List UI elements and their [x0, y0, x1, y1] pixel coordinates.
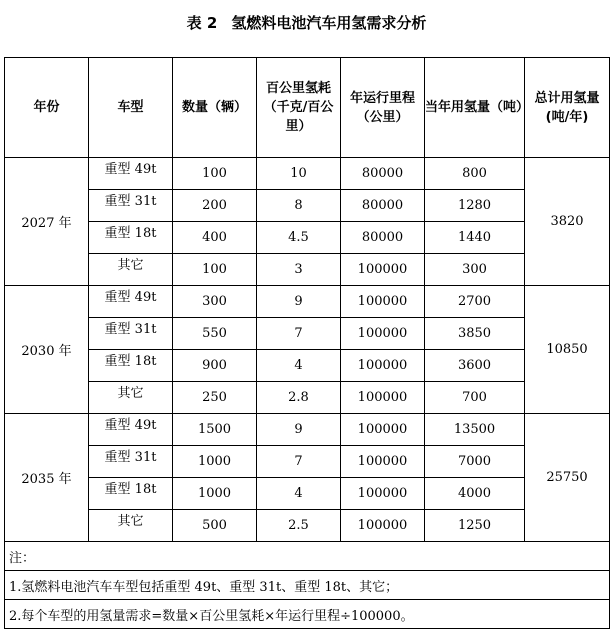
vehicle-type-cell: 重型 49t — [89, 414, 173, 446]
consumption-cell: 8 — [257, 190, 341, 222]
header-mileage: 年运行里程（公里） — [341, 58, 425, 158]
count-cell: 550 — [173, 318, 257, 350]
note-row — [5, 571, 610, 600]
count-cell: 1000 — [173, 478, 257, 510]
note-1: 1.氢燃料电池汽车车型包括重型 49t、重型 31t、重型 18t、其它； — [5, 571, 610, 600]
annual-hydrogen-cell: 1250 — [425, 510, 525, 542]
vehicle-type-cell: 重型 31t — [89, 190, 173, 222]
table-row — [5, 254, 610, 286]
vehicle-type-cell: 重型 18t — [89, 478, 173, 510]
header-consumption: 百公里氢耗（千克/百公里） — [257, 58, 341, 158]
count-cell: 100 — [173, 254, 257, 286]
consumption-cell: 4 — [257, 350, 341, 382]
year-cell: 2027 年 — [5, 158, 89, 286]
note-row — [5, 600, 610, 629]
header-type: 车型 — [89, 58, 173, 158]
table-row — [5, 510, 610, 542]
table-caption: 氢燃料电池汽车用氢需求分析 — [231, 14, 427, 32]
consumption-cell: 9 — [257, 414, 341, 446]
annual-hydrogen-cell: 13500 — [425, 414, 525, 446]
total-hydrogen-cell: 25750 — [525, 414, 610, 542]
note-row — [5, 542, 610, 571]
consumption-cell: 4.5 — [257, 222, 341, 254]
mileage-cell: 100000 — [341, 414, 425, 446]
consumption-cell: 4 — [257, 478, 341, 510]
consumption-cell: 10 — [257, 158, 341, 190]
table-row — [5, 318, 610, 350]
count-cell: 250 — [173, 382, 257, 414]
consumption-cell: 3 — [257, 254, 341, 286]
header-annual: 当年用氢量（吨） — [425, 58, 525, 158]
annual-hydrogen-cell: 3600 — [425, 350, 525, 382]
annual-hydrogen-cell: 1440 — [425, 222, 525, 254]
table-row — [5, 190, 610, 222]
table-row — [5, 222, 610, 254]
mileage-cell: 100000 — [341, 286, 425, 318]
table-title — [0, 12, 613, 33]
count-cell: 100 — [173, 158, 257, 190]
table-row — [5, 382, 610, 414]
mileage-cell: 80000 — [341, 158, 425, 190]
count-cell: 900 — [173, 350, 257, 382]
count-cell: 400 — [173, 222, 257, 254]
total-hydrogen-cell: 3820 — [525, 158, 610, 286]
table-row — [5, 414, 610, 446]
header-row — [5, 58, 610, 158]
vehicle-type-cell: 重型 18t — [89, 350, 173, 382]
vehicle-type-cell: 其它 — [89, 510, 173, 542]
count-cell: 200 — [173, 190, 257, 222]
annual-hydrogen-cell: 700 — [425, 382, 525, 414]
consumption-cell: 7 — [257, 318, 341, 350]
table-body — [5, 158, 610, 542]
header-year: 年份 — [5, 58, 89, 158]
annual-hydrogen-cell: 2700 — [425, 286, 525, 318]
table-row — [5, 286, 610, 318]
count-cell: 1000 — [173, 446, 257, 478]
mileage-cell: 100000 — [341, 350, 425, 382]
note-label: 注： — [5, 542, 610, 571]
consumption-cell: 9 — [257, 286, 341, 318]
mileage-cell: 100000 — [341, 510, 425, 542]
mileage-cell: 80000 — [341, 190, 425, 222]
table-number: 表 2 — [186, 14, 218, 32]
table-row — [5, 478, 610, 510]
table-row — [5, 446, 610, 478]
mileage-cell: 100000 — [341, 318, 425, 350]
annual-hydrogen-cell: 800 — [425, 158, 525, 190]
mileage-cell: 100000 — [341, 478, 425, 510]
hydrogen-demand-table — [4, 57, 610, 629]
vehicle-type-cell: 重型 18t — [89, 222, 173, 254]
table-row — [5, 158, 610, 190]
count-cell: 500 — [173, 510, 257, 542]
total-hydrogen-cell: 10850 — [525, 286, 610, 414]
count-cell: 300 — [173, 286, 257, 318]
vehicle-type-cell: 重型 49t — [89, 286, 173, 318]
annual-hydrogen-cell: 3850 — [425, 318, 525, 350]
mileage-cell: 100000 — [341, 254, 425, 286]
mileage-cell: 100000 — [341, 382, 425, 414]
vehicle-type-cell: 其它 — [89, 382, 173, 414]
consumption-cell: 2.5 — [257, 510, 341, 542]
annual-hydrogen-cell: 300 — [425, 254, 525, 286]
annual-hydrogen-cell: 1280 — [425, 190, 525, 222]
note-2: 2.每个车型的用氢量需求=数量×百公里氢耗×年运行里程÷100000。 — [5, 600, 610, 629]
year-cell: 2035 年 — [5, 414, 89, 542]
annual-hydrogen-cell: 7000 — [425, 446, 525, 478]
vehicle-type-cell: 重型 49t — [89, 158, 173, 190]
consumption-cell: 2.8 — [257, 382, 341, 414]
header-count: 数量（辆） — [173, 58, 257, 158]
vehicle-type-cell: 重型 31t — [89, 446, 173, 478]
header-total: 总计用氢量(吨/年) — [525, 58, 610, 158]
annual-hydrogen-cell: 4000 — [425, 478, 525, 510]
consumption-cell: 7 — [257, 446, 341, 478]
count-cell: 1500 — [173, 414, 257, 446]
mileage-cell: 80000 — [341, 222, 425, 254]
vehicle-type-cell: 重型 31t — [89, 318, 173, 350]
table-row — [5, 350, 610, 382]
mileage-cell: 100000 — [341, 446, 425, 478]
vehicle-type-cell: 其它 — [89, 254, 173, 286]
year-cell: 2030 年 — [5, 286, 89, 414]
